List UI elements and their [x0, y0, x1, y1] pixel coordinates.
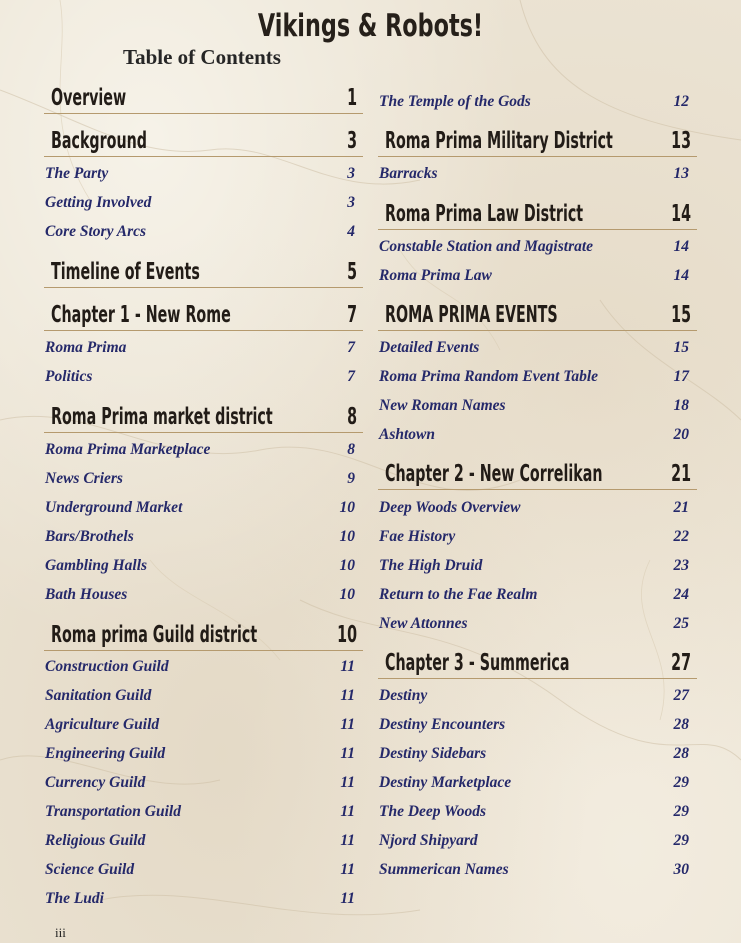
toc-entry-summerican-names [378, 859, 697, 881]
entry-page-number: 25 [673, 615, 689, 632]
entry-page-number: 11 [340, 687, 355, 704]
toc-entry-news-criers [44, 468, 363, 490]
section-page-number: 15 [671, 302, 691, 328]
toc-section-overview [44, 83, 363, 114]
entry-title: Roma Prima [45, 339, 127, 356]
toc-entry-currency-guild [44, 772, 363, 794]
toc-entry-constable-station-and-magistrate [378, 236, 697, 258]
section-page-number: 14 [671, 201, 691, 227]
toc-section-background [44, 126, 363, 157]
toc-entry-agriculture-guild [44, 714, 363, 736]
toc-heading: Table of Contents [123, 45, 281, 69]
entry-page-number: 11 [340, 832, 355, 849]
toc-entry-transportation-guild [44, 801, 363, 823]
entry-page-number: 28 [673, 716, 689, 733]
section-page-number: 1 [347, 85, 357, 111]
section-page-number: 27 [671, 650, 691, 676]
entry-title: Bars/Brothels [45, 528, 134, 545]
toc-entry-core-story-arcs [44, 221, 363, 243]
document-title: Vikings & Robots! [257, 8, 484, 44]
toc-entry-underground-market [44, 497, 363, 519]
section-title: ROMA PRIMA EVENTS [385, 302, 558, 328]
entry-page-number: 30 [673, 861, 689, 878]
toc-entry-barracks [378, 163, 697, 185]
entry-page-number: 27 [673, 687, 689, 704]
entry-page-number: 11 [340, 716, 355, 733]
entry-title: Roma Prima Random Event Table [379, 368, 599, 385]
toc-section-roma-prima-military-district [378, 126, 697, 157]
entry-title: Agriculture Guild [45, 716, 160, 733]
page-number: iii [55, 925, 66, 940]
entry-page-number: 10 [339, 499, 355, 516]
entry-title: Detailed Events [379, 339, 480, 356]
toc-entry-destiny [378, 685, 697, 707]
entry-title: Ashtown [379, 426, 436, 443]
section-title: Chapter 3 - Summerica [385, 650, 570, 676]
toc-entry-the-high-druid [378, 555, 697, 577]
section-page-number: 7 [347, 302, 357, 328]
entry-title: Roma Prima Marketplace [45, 441, 211, 458]
section-title: Roma Prima Military District [385, 128, 613, 154]
entry-page-number: 22 [673, 528, 689, 545]
toc-section-chapter-2-new-correlikan [378, 459, 697, 490]
section-title: Roma prima Guild district [51, 622, 258, 648]
section-title: Roma Prima Law District [385, 201, 584, 227]
entry-title: Construction Guild [45, 658, 169, 675]
entry-title: Science Guild [45, 861, 135, 878]
entry-page-number: 28 [673, 745, 689, 762]
toc-entry-roma-prima-random-event-table [378, 366, 697, 388]
entry-title: Return to the Fae Realm [379, 586, 538, 603]
toc-entry-roma-prima-law [378, 265, 697, 287]
toc-entry-return-to-the-fae-realm [378, 584, 697, 606]
entry-page-number: 29 [673, 803, 689, 820]
entry-page-number: 29 [673, 832, 689, 849]
toc-entry-roma-prima [44, 337, 363, 359]
section-page-number: 8 [347, 404, 357, 430]
entry-page-number: 3 [347, 165, 355, 182]
section-title: Background [51, 128, 147, 154]
toc-entry-destiny-marketplace [378, 772, 697, 794]
toc-entry-getting-involved [44, 192, 363, 214]
entry-title: Constable Station and Magistrate [379, 238, 594, 255]
toc-entry-ashtown [378, 424, 697, 446]
entry-title: The Deep Woods [379, 803, 487, 820]
entry-page-number: 29 [673, 774, 689, 791]
entry-title: New Attonnes [379, 615, 468, 632]
entry-title: New Roman Names [379, 397, 506, 414]
entry-title: Summerican Names [379, 861, 509, 878]
entry-page-number: 11 [340, 861, 355, 878]
entry-title: The Ludi [45, 890, 104, 907]
entry-page-number: 9 [347, 470, 355, 487]
toc-entry-destiny-encounters [378, 714, 697, 736]
toc-entry-science-guild [44, 859, 363, 881]
section-page-number: 13 [671, 128, 691, 154]
entry-title: The Temple of the Gods [379, 93, 531, 110]
entry-page-number: 21 [673, 499, 689, 516]
entry-title: Gambling Halls [45, 557, 148, 574]
section-page-number: 21 [671, 461, 691, 487]
entry-title: Destiny Sidebars [379, 745, 487, 762]
toc-entry-new-attonnes [378, 613, 697, 635]
entry-title: Destiny Encounters [379, 716, 506, 733]
toc-entry-the-party [44, 163, 363, 185]
section-page-number: 3 [347, 128, 357, 154]
entry-page-number: 11 [340, 803, 355, 820]
entry-title: Deep Woods Overview [379, 499, 521, 516]
section-title: Timeline of Events [51, 259, 200, 285]
toc-section-chapter-3-summerica [378, 648, 697, 679]
entry-title: The Party [45, 165, 109, 182]
entry-title: Njord Shipyard [379, 832, 478, 849]
toc-entry-destiny-sidebars [378, 743, 697, 765]
entry-page-number: 15 [673, 339, 689, 356]
section-title: Overview [51, 85, 127, 111]
toc-entry-gambling-halls [44, 555, 363, 577]
toc-entry-deep-woods-overview [378, 497, 697, 519]
toc-entry-the-temple-of-the-gods [378, 91, 697, 113]
toc-entry-fae-history [378, 526, 697, 548]
entry-page-number: 24 [673, 586, 689, 603]
entry-page-number: 11 [340, 658, 355, 675]
entry-title: Bath Houses [45, 586, 128, 603]
entry-title: Core Story Arcs [45, 223, 147, 240]
entry-title: Destiny Marketplace [379, 774, 512, 791]
entry-title: Destiny [379, 687, 428, 704]
toc-section-roma-prima-guild-district [44, 620, 363, 651]
toc-entry-roma-prima-marketplace [44, 439, 363, 461]
entry-page-number: 7 [347, 339, 355, 356]
entry-title: The High Druid [379, 557, 483, 574]
entry-page-number: 20 [673, 426, 689, 443]
toc-entry-new-roman-names [378, 395, 697, 417]
entry-page-number: 12 [673, 93, 689, 110]
toc-entry-detailed-events [378, 337, 697, 359]
entry-page-number: 14 [673, 267, 689, 284]
entry-title: Religious Guild [45, 832, 146, 849]
entry-title: News Criers [45, 470, 123, 487]
entry-title: Getting Involved [45, 194, 152, 211]
toc-entry-construction-guild [44, 656, 363, 678]
entry-title: Barracks [379, 165, 438, 182]
toc-entry-the-ludi [44, 888, 363, 910]
toc-section-chapter-1-new-rome [44, 300, 363, 331]
entry-page-number: 8 [347, 441, 355, 458]
section-title: Roma Prima market district [51, 404, 273, 430]
entry-title: Transportation Guild [45, 803, 181, 820]
toc-section-roma-prima-events [378, 300, 697, 331]
entry-title: Fae History [379, 528, 456, 545]
entry-page-number: 10 [339, 586, 355, 603]
entry-page-number: 3 [347, 194, 355, 211]
entry-page-number: 23 [673, 557, 689, 574]
entry-page-number: 11 [340, 890, 355, 907]
section-title: Chapter 1 - New Rome [51, 302, 231, 328]
toc-section-roma-prima-law-district [378, 199, 697, 230]
entry-page-number: 10 [339, 557, 355, 574]
entry-title: Roma Prima Law [379, 267, 492, 284]
toc-entry-politics [44, 366, 363, 388]
toc-section-timeline-of-events [44, 257, 363, 288]
entry-page-number: 11 [340, 774, 355, 791]
entry-page-number: 14 [673, 238, 689, 255]
section-title: Chapter 2 - New Correlikan [385, 461, 603, 487]
entry-title: Currency Guild [45, 774, 146, 791]
entry-title: Politics [45, 368, 93, 385]
entry-title: Sanitation Guild [45, 687, 152, 704]
entry-page-number: 10 [339, 528, 355, 545]
toc-entry-sanitation-guild [44, 685, 363, 707]
section-page-number: 5 [347, 259, 357, 285]
entry-page-number: 7 [347, 368, 355, 385]
toc-entry-bars-brothels [44, 526, 363, 548]
entry-page-number: 13 [673, 165, 689, 182]
toc-entry-the-deep-woods [378, 801, 697, 823]
toc-entry-religious-guild [44, 830, 363, 852]
entry-title: Engineering Guild [45, 745, 166, 762]
entry-page-number: 17 [673, 368, 689, 385]
toc-section-roma-prima-market-district [44, 402, 363, 433]
entry-page-number: 11 [340, 745, 355, 762]
entry-page-number: 4 [347, 223, 355, 240]
entry-page-number: 18 [673, 397, 689, 414]
section-page-number: 10 [337, 622, 357, 648]
toc-entry-engineering-guild [44, 743, 363, 765]
toc-entry-bath-houses [44, 584, 363, 606]
entry-title: Underground Market [45, 499, 183, 516]
toc-entry-njord-shipyard [378, 830, 697, 852]
